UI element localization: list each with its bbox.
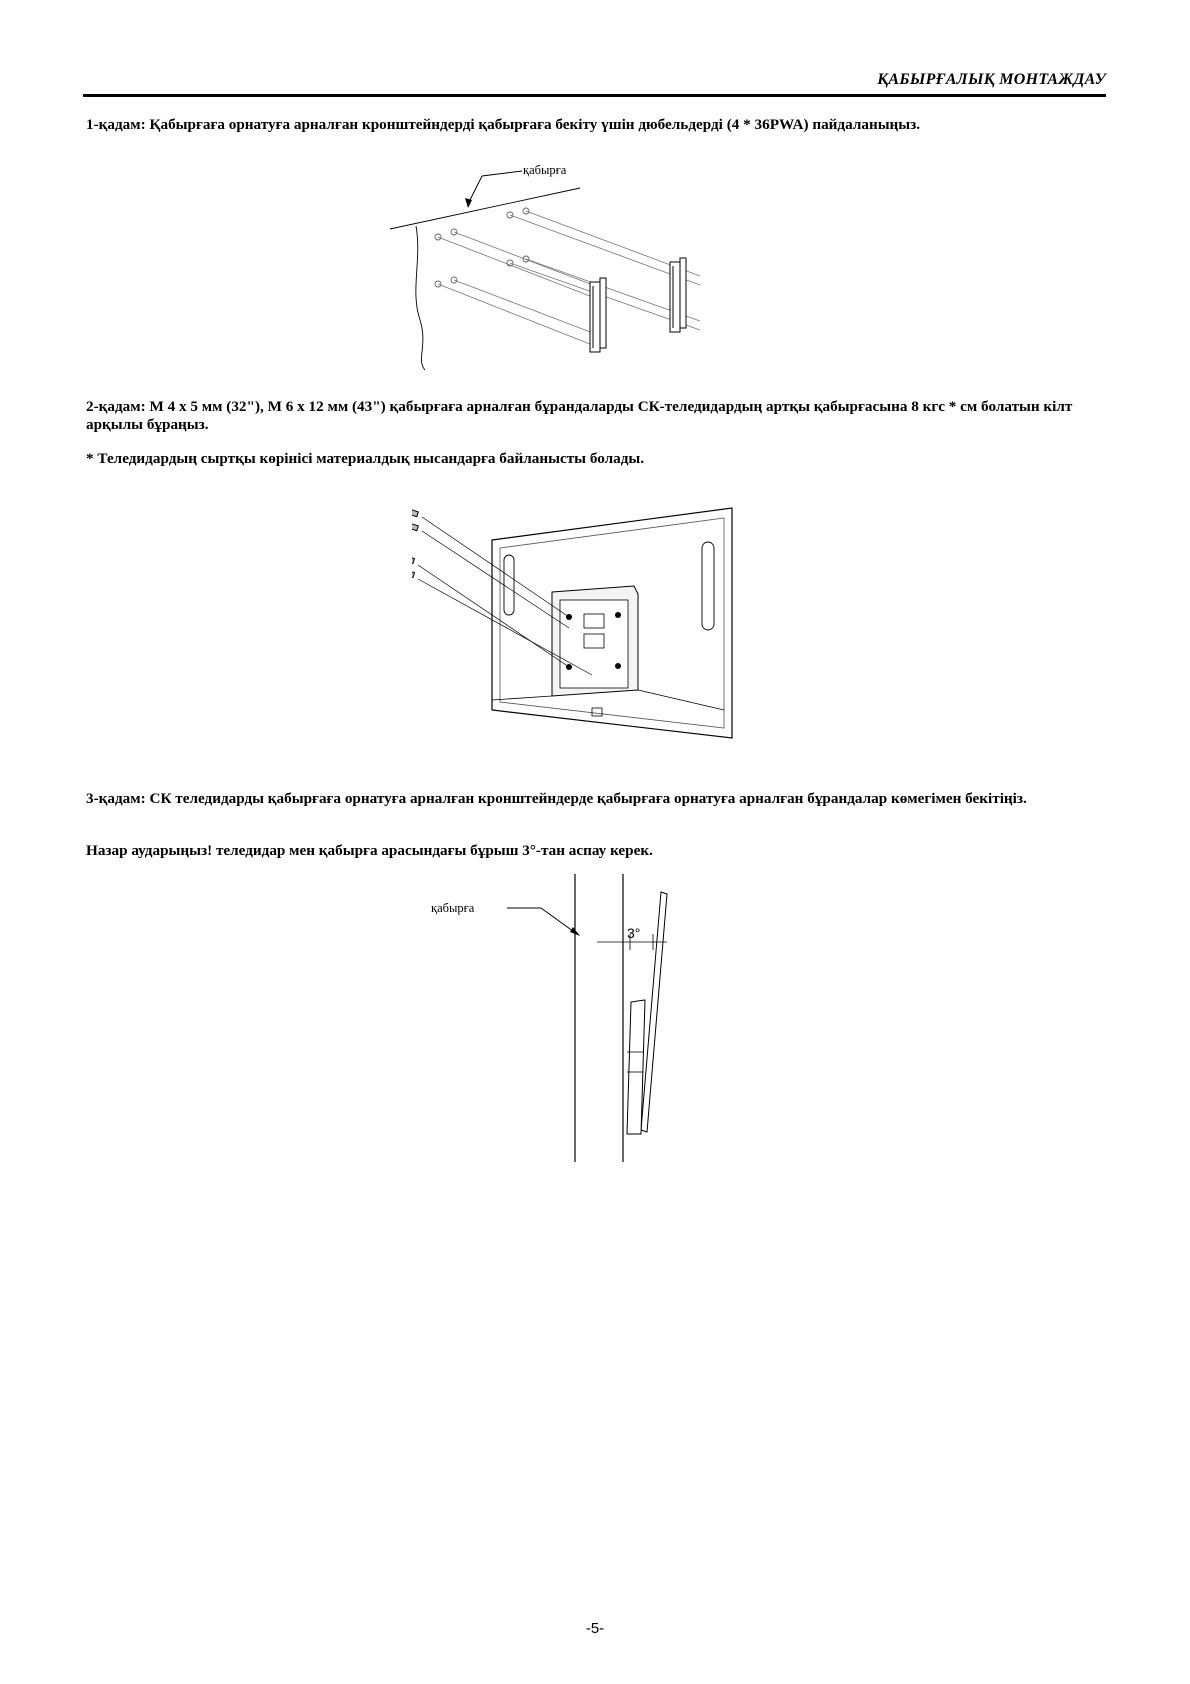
step-3-text: 3-қадам: СК теледидарды қабырғаға орнатуға арналған кронштейндерде қабырғаға орнатуға арналған бұрандалар көмегімен бекітіңіз. <box>86 790 1027 807</box>
angle-label: 3° <box>627 925 641 941</box>
alignment-lines <box>438 211 700 348</box>
step-1-text: 1-қадам: Қабырғаға орнатуға арналған кронштейндерді қабырғаға бекіту үшін дюбельдерді (4 * 36PWA) пайдаланыңыз. <box>86 116 921 133</box>
wall-plane <box>390 188 580 370</box>
figure-wall-anchors <box>380 160 740 390</box>
wall-label-3: қабырға <box>431 901 475 915</box>
mount-screws-icon <box>412 506 418 577</box>
header-rule <box>83 94 1106 97</box>
header-title: ҚАБЫРҒАЛЫҚ МОНТАЖДАУ <box>877 71 1106 88</box>
page-number: -5- <box>585 1620 605 1637</box>
wall-label-1: қабырға <box>523 163 567 177</box>
step-3-note: Назар аударыңыз! теледидар мен қабырға арасындағы бұрыш 3°-тан аспау керек. <box>86 842 653 859</box>
step-2-note: * Теледидардың сыртқы көрінісі материалдық нысандарға байланысты болады. <box>86 450 645 467</box>
bracket-right <box>670 258 686 332</box>
wall-holes <box>435 208 529 287</box>
figure-tv-back <box>412 500 742 745</box>
wall-pointer-arrow-icon <box>465 198 472 208</box>
step-2-text: 2-қадам: M 4 x 5 мм (32"), M 6 x 12 мм (43") қабырғаға арналған бұрандаларды СК-теледидардың артқы қабырғасына 8 кгс * см болатын кілт арқылы бұраңыз. <box>86 398 1073 433</box>
figure-tilt-angle <box>415 872 695 1162</box>
bracket-left <box>590 278 606 352</box>
